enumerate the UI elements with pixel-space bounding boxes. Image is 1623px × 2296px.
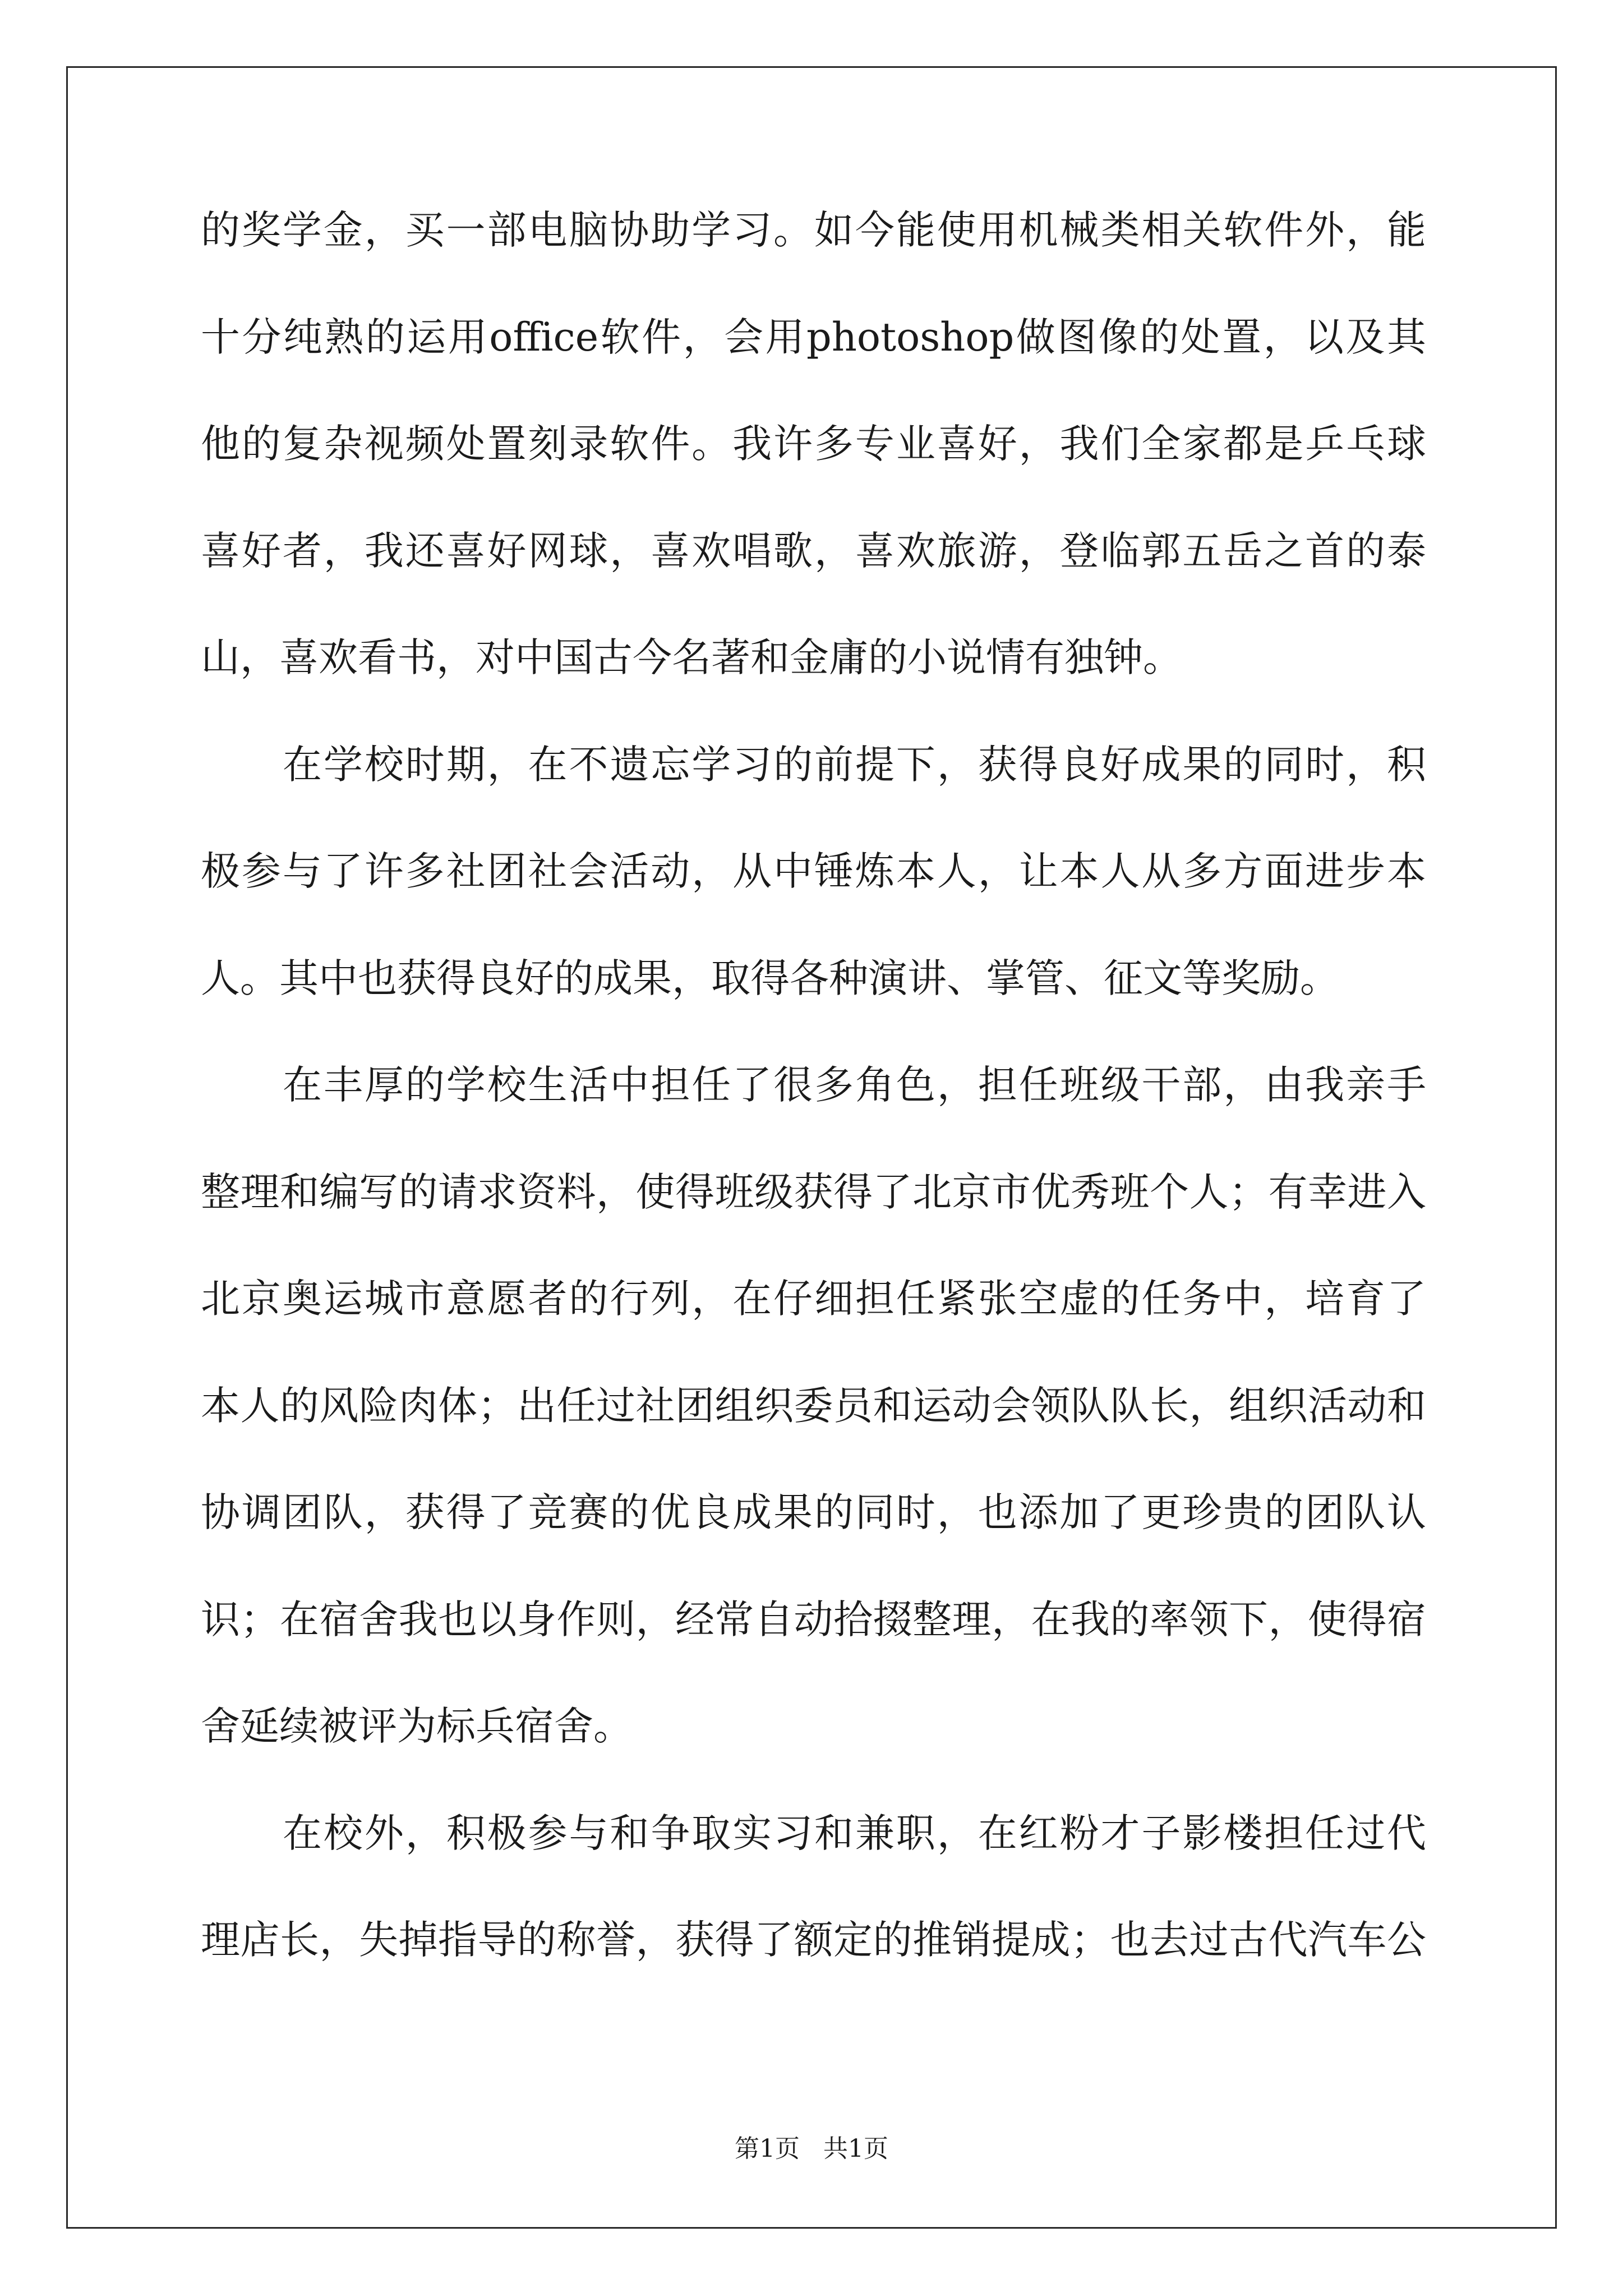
text-line: 他的复杂视频处置刻录软件。我许多专业喜好，我们全家都是乒乓球 xyxy=(201,421,1426,467)
text-line: 喜好者，我还喜好网球，喜欢唱歌，喜欢旅游，登临郭五岳之首的泰 xyxy=(201,527,1426,574)
text-line: 的奖学金，买一部电脑协助学习。如今能使用机械类相关软件外，能 xyxy=(201,207,1426,253)
page-footer: 第1页 共1页 xyxy=(735,2134,888,2163)
document-body xyxy=(201,207,1426,2027)
paragraph-first-line: 在学校时期，在不遗忘学习的前提下，获得良好成果的同时，积 xyxy=(283,741,1426,788)
text-line: 舍延续被评为标兵宿舍。 xyxy=(201,1703,633,1749)
text-line: 十分纯熟的运用office软件，会用photoshop做图像的处置，以及其 xyxy=(201,314,1426,360)
paragraph-first-line: 在丰厚的学校生活中担任了很多角色，担任班级干部，由我亲手 xyxy=(283,1062,1426,1108)
paragraph-first-line: 在校外，积极参与和争取实习和兼职，在红粉才子影楼担任过代 xyxy=(283,1810,1426,1856)
text-line: 理店长，失掉指导的称誉，获得了额定的推销提成；也去过古代汽车公 xyxy=(201,1917,1426,1963)
text-line: 山，喜欢看书，对中国古今名著和金庸的小说情有独钟。 xyxy=(201,634,1182,680)
text-line: 本人的风险肉体；出任过社团组织委员和运动会领队队长，组织活动和 xyxy=(201,1382,1426,1429)
text-line: 人。其中也获得良好的成果，取得各种演讲、掌管、征文等奖励。 xyxy=(201,955,1339,1001)
text-line: 整理和编写的请求资料，使得班级获得了北京市优秀班个人；有幸进入 xyxy=(201,1168,1426,1215)
text-line: 极参与了许多社团社会活动，从中锤炼本人，让本人从多方面进步本 xyxy=(201,848,1426,894)
text-line: 识；在宿舍我也以身作则，经常自动拾掇整理，在我的率领下，使得宿 xyxy=(201,1596,1426,1642)
text-line: 北京奥运城市意愿者的行列，在仔细担任紧张空虚的任务中，培育了 xyxy=(201,1276,1426,1322)
text-line: 协调团队，获得了竞赛的优良成果的同时，也添加了更珍贵的团队认 xyxy=(201,1489,1426,1535)
